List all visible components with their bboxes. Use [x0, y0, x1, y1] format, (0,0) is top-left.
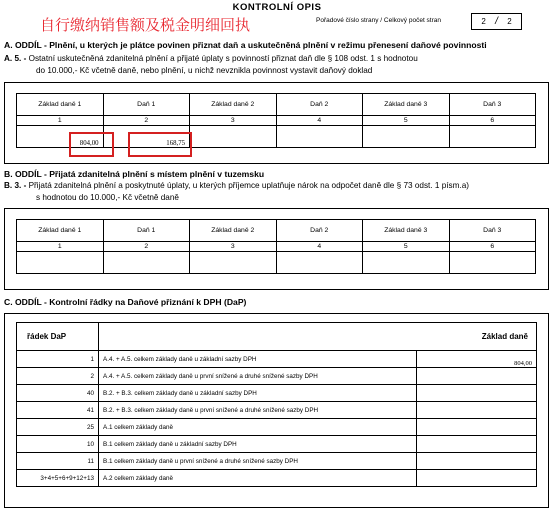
column-number: 4: [276, 242, 363, 252]
section-b-subheading: [4, 181, 469, 190]
highlight-base-1: [69, 132, 114, 157]
column-number: 5: [363, 242, 450, 252]
value-tax-1: [103, 252, 190, 274]
section-b-header-row: [17, 220, 536, 242]
value-tax-3: [449, 126, 536, 148]
column-header: Základ daně 1: [17, 94, 104, 116]
section-a-code: A. 5. -: [4, 54, 27, 63]
row-code: 25: [17, 419, 99, 436]
row-code: 10: [17, 436, 99, 453]
section-c-header-row: [17, 323, 537, 351]
section-a-desc-line1: Ostatní uskutečněná zdanitelná plnění a přijaté úplaty s povinností přiznat daň dle § 108 odst. 1 s hodnotou: [26, 54, 418, 63]
page-current: 2: [481, 17, 486, 26]
section-b-heading: B. ODDÍL - Přijatá zdanitelná plnění s místem plnění v tuzemsku: [4, 169, 265, 179]
column-header: Základ daně 3: [363, 220, 450, 242]
column-header: Základ daně 2: [190, 220, 277, 242]
row-value: [417, 419, 537, 436]
row-description: A.2 celkem základy daně: [99, 470, 417, 487]
table-row: [17, 351, 537, 368]
table-row: [17, 368, 537, 385]
section-b-code: B. 3. -: [4, 181, 27, 190]
value-base-1: 804,00: [17, 126, 104, 148]
table-row: [17, 419, 537, 436]
table-row: [17, 453, 537, 470]
row-code: 41: [17, 402, 99, 419]
column-header: Daň 1: [103, 220, 190, 242]
page-number-box: [471, 13, 522, 30]
row-value: [417, 436, 537, 453]
column-header: Základ daně 3: [363, 94, 450, 116]
page-total: 2: [507, 17, 512, 26]
highlight-tax-1: [128, 132, 192, 157]
column-header: Základ daně 1: [17, 220, 104, 242]
row-value: [417, 470, 537, 487]
value-tax-2: [276, 252, 363, 274]
value-base-2: [190, 126, 277, 148]
section-b-value-row: [17, 252, 536, 274]
row-code: 2: [17, 368, 99, 385]
column-number: 6: [449, 116, 536, 126]
row-code: 11: [17, 453, 99, 470]
column-number: 4: [276, 116, 363, 126]
column-number: 3: [190, 242, 277, 252]
page-separator: /: [495, 16, 498, 27]
row-description: A.4. + A.5. celkem základy daně u první snížené a druhé snížené sazby DPH: [99, 368, 417, 385]
row-value: [417, 385, 537, 402]
column-header: Daň 3: [449, 220, 536, 242]
section-a-number-row: [17, 116, 536, 126]
section-a-heading: A. ODDÍL - Plnění, u kterých je plátce povinen přiznat daň a uskutečněná plnění v režimu přenesení daňové povinnosti: [4, 40, 487, 50]
column-number: 1: [17, 116, 104, 126]
row-description: B.1 celkem základy daně u základní sazby DPH: [99, 436, 417, 453]
column-header-row-dap: řádek DaP: [17, 323, 99, 351]
page-number-label: Pořadové číslo strany / Celkový počet stran: [316, 17, 442, 24]
column-header-spacer: [99, 323, 417, 351]
column-number: 5: [363, 116, 450, 126]
row-value: 804,00: [417, 351, 537, 368]
column-header: Daň 1: [103, 94, 190, 116]
row-code: 1: [17, 351, 99, 368]
section-b-table: [16, 219, 536, 274]
section-a-desc-line2: do 10.000,- Kč včetně daně, nebo plnění, u nichž nevznikla povinnost vystavit daňový doklad: [36, 66, 373, 75]
section-b-panel: [4, 208, 549, 290]
section-b-desc-line1: Přijatá zdanitelná plnění a poskytnuté úplaty, u kterých příjemce uplatňuje nárok na odpočet daně dle § 73 odst. 1 písm.a): [26, 181, 469, 190]
value-base-3: [363, 252, 450, 274]
row-description: B.2. + B.3. celkem základy daně u první snížené a druhé snížené sazby DPH: [99, 402, 417, 419]
section-a-header-row: [17, 94, 536, 116]
row-code: 40: [17, 385, 99, 402]
row-description: A.1 celkem základy daně: [99, 419, 417, 436]
table-row: [17, 436, 537, 453]
section-c-panel: [4, 313, 549, 508]
row-value: [417, 453, 537, 470]
row-description: A.4. + A.5. celkem základy daně u základní sazby DPH: [99, 351, 417, 368]
row-description: B.1 celkem základy daně u první snížené a druhé snížené sazby DPH: [99, 453, 417, 470]
column-number: 6: [449, 242, 536, 252]
row-description: B.2. + B.3. celkem základy daně u základní sazby DPH: [99, 385, 417, 402]
table-row: [17, 385, 537, 402]
row-value: [417, 368, 537, 385]
value-base-2: [190, 252, 277, 274]
section-a-subheading: [4, 54, 418, 63]
column-header: Daň 2: [276, 220, 363, 242]
column-number: 2: [103, 242, 190, 252]
value-tax-2: [276, 126, 363, 148]
section-a-panel: [4, 82, 549, 164]
value-base-1: [17, 252, 104, 274]
value-base-3: [363, 126, 450, 148]
row-value: [417, 402, 537, 419]
table-row: [17, 470, 537, 487]
column-header: Daň 2: [276, 94, 363, 116]
value-tax-3: [449, 252, 536, 274]
column-header-base: Základ daně: [417, 323, 537, 351]
column-header: Daň 3: [449, 94, 536, 116]
section-b-desc-line2: s hodnotou do 10.000,- Kč včetně daně: [36, 193, 179, 202]
section-c-table: [16, 322, 537, 487]
column-number: 2: [103, 116, 190, 126]
section-c-heading: C. ODDÍL - Kontrolní řádky na Daňové přiznání k DPH (DaP): [4, 297, 247, 307]
document-title: KONTROLNÍ OPIS: [232, 2, 322, 13]
value-tax-1: 168,75: [103, 126, 190, 148]
section-b-number-row: [17, 242, 536, 252]
column-header: Základ daně 2: [190, 94, 277, 116]
column-number: 3: [190, 116, 277, 126]
row-code: 3+4+5+6+9+12+13: [17, 470, 99, 487]
overlay-caption: 自行缴纳销售额及税金明细回执: [40, 16, 251, 34]
column-number: 1: [17, 242, 104, 252]
table-row: [17, 402, 537, 419]
